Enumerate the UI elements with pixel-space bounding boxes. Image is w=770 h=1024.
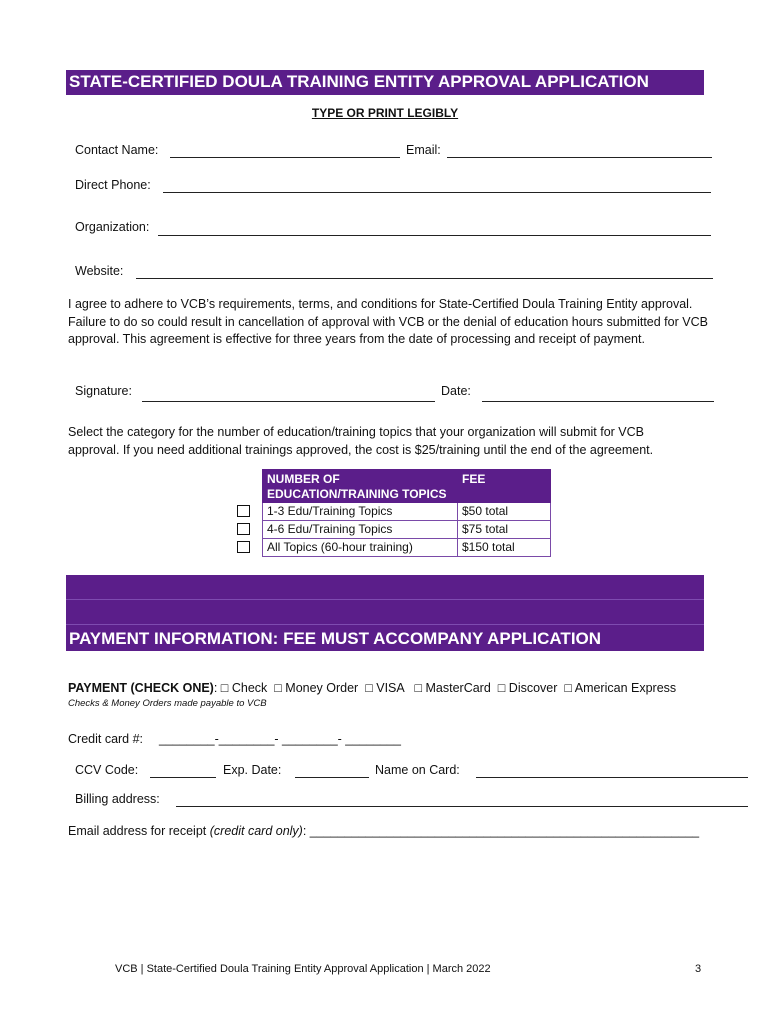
date-field[interactable]	[482, 401, 714, 402]
payment-options-row: PAYMENT (CHECK ONE): □ Check □ Money Order □ VISA □ MasterCard □ Discover □ American Express	[68, 681, 677, 695]
email-receipt-label: Email address for receipt	[68, 824, 207, 838]
table-row	[224, 503, 551, 521]
email-receipt-field[interactable]: : ________________________________________________________	[302, 824, 700, 838]
topics-checkbox-all[interactable]	[237, 541, 250, 553]
column-header-fee: FEE	[458, 470, 551, 503]
title-banner	[66, 70, 704, 95]
table-row	[224, 539, 551, 557]
signature-field[interactable]	[142, 401, 435, 402]
footer-text: VCB | State-Certified Doula Training Entity Approval Application | March 2022	[115, 963, 491, 975]
payment-option-check[interactable]: Check	[231, 681, 268, 695]
page-title: STATE-CERTIFIED DOULA TRAINING ENTITY APPROVAL APPLICATION	[69, 72, 649, 91]
direct-phone-label: Direct Phone:	[75, 178, 151, 192]
website-field[interactable]	[136, 278, 713, 279]
column-header-topics-line1: NUMBER OF	[267, 472, 340, 486]
check-option-icon[interactable]: □	[220, 681, 229, 695]
topics-checkbox-4-6[interactable]	[237, 523, 250, 535]
organization-field[interactable]	[158, 235, 711, 236]
credit-card-field[interactable]: ________-________- ________- ________	[159, 732, 401, 746]
agreement-text: I agree to adhere to VCB’s requirements, terms, and conditions for State-Certified Doula Training Entity approval. Failure to do so could result in cancellation of approval with VCB or the denial of education hours submitted for VCB approval. This agreement is effective for three years from the date of processing and receipt of payment.	[68, 297, 708, 346]
payment-option-visa[interactable]: VISA	[376, 681, 405, 695]
category-instructions: Select the category for the number of education/training topics that your organization will submit for VCB approval. If you need additional trainings approved, the cost is $25/training until the end of the agreement.	[68, 425, 654, 457]
payment-check-one-label: PAYMENT (CHECK ONE)	[68, 681, 214, 695]
checks-payable-note: Checks & Money Orders made payable to VCB	[68, 698, 267, 709]
topics-cell: 1-3 Edu/Training Topics	[263, 503, 458, 521]
signature-label: Signature:	[75, 384, 132, 398]
type-print-note: TYPE OR PRINT LEGIBLY	[311, 106, 459, 120]
contact-name-label: Contact Name:	[75, 143, 159, 157]
ccv-field[interactable]	[150, 777, 216, 778]
name-on-card-field[interactable]	[476, 777, 748, 778]
billing-address-field[interactable]	[176, 806, 748, 807]
topics-cell: All Topics (60-hour training)	[263, 539, 458, 557]
payment-option-money-order[interactable]: Money Order	[285, 681, 359, 695]
fee-cell: $150 total	[458, 539, 551, 557]
name-on-card-label: Name on Card:	[375, 763, 460, 777]
payment-option-discover[interactable]: Discover	[508, 681, 558, 695]
exp-date-field[interactable]	[295, 777, 369, 778]
payment-option-american-express[interactable]: American Express	[574, 681, 677, 695]
credit-card-label: Credit card #:	[68, 732, 144, 746]
column-header-topics-line2: EDUCATION/TRAINING TOPICS	[267, 487, 447, 501]
contact-name-field[interactable]	[170, 157, 400, 158]
mastercard-option-icon[interactable]: □	[414, 681, 423, 695]
banner-divider	[66, 624, 704, 625]
billing-address-label: Billing address:	[75, 792, 160, 806]
visa-option-icon[interactable]: □	[365, 681, 373, 695]
column-header-topics	[263, 470, 458, 503]
payment-banner	[66, 575, 704, 651]
payment-title: PAYMENT INFORMATION: FEE MUST ACCOMPANY APPLICATION	[69, 629, 602, 648]
table-row	[224, 521, 551, 539]
organization-label: Organization:	[75, 220, 150, 234]
email-receipt-row	[68, 823, 699, 840]
date-label: Date:	[441, 384, 471, 398]
fee-cell: $50 total	[458, 503, 551, 521]
topics-cell: 4-6 Edu/Training Topics	[263, 521, 458, 539]
direct-phone-field[interactable]	[163, 192, 711, 193]
email-field[interactable]	[447, 157, 712, 158]
topics-checkbox-1-3[interactable]	[237, 505, 250, 517]
american-express-option-icon[interactable]: □	[564, 681, 572, 695]
exp-date-label: Exp. Date:	[223, 763, 282, 777]
email-label: Email:	[406, 143, 441, 157]
money-order-option-icon[interactable]: □	[274, 681, 282, 695]
fee-cell: $75 total	[458, 521, 551, 539]
payment-option-mastercard[interactable]: MasterCard	[425, 681, 491, 695]
email-receipt-note: (credit card only)	[209, 824, 303, 838]
banner-divider	[66, 599, 704, 600]
topics-table	[224, 469, 551, 557]
page-number: 3	[695, 963, 702, 975]
discover-option-icon[interactable]: □	[497, 681, 506, 695]
website-label: Website:	[75, 264, 124, 278]
ccv-label: CCV Code:	[75, 763, 139, 777]
